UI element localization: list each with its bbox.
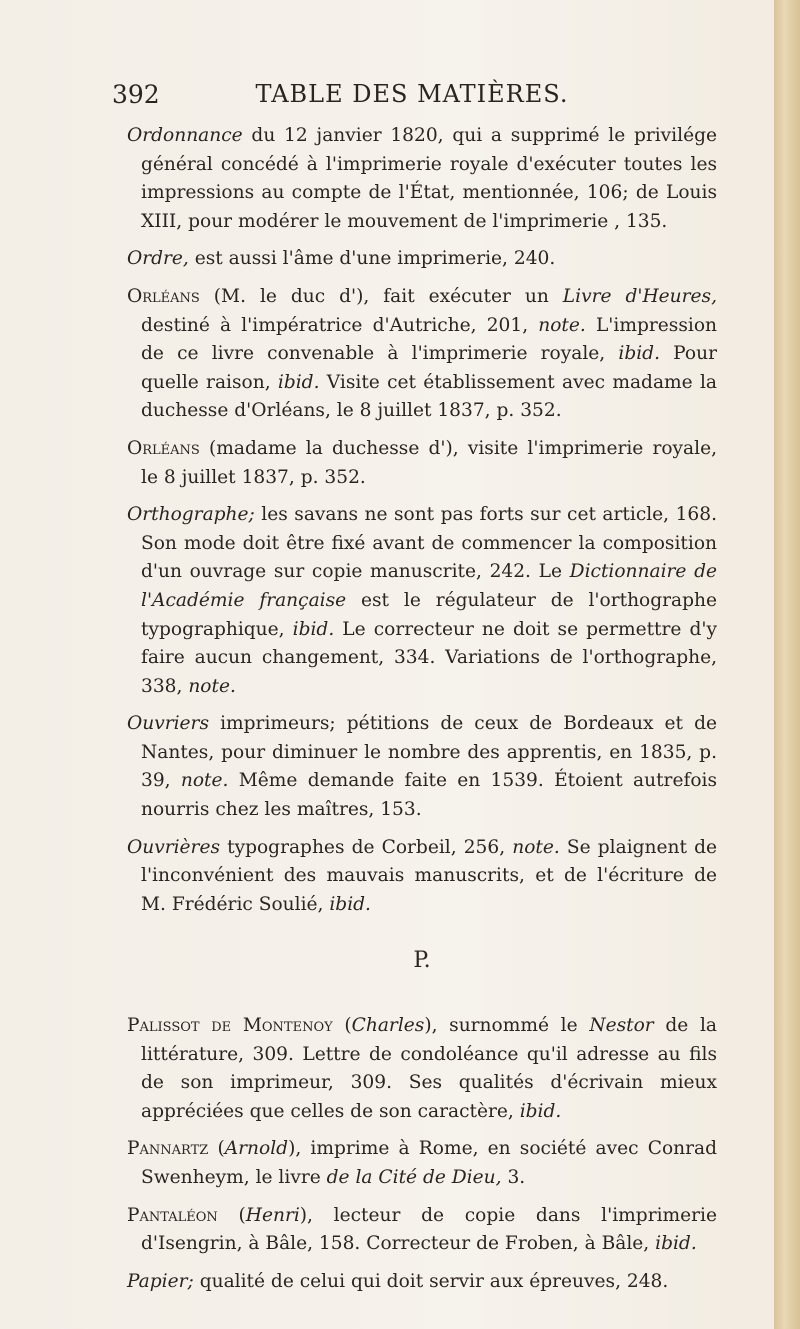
- entry-text: (M. le duc d'), fait exécuter un: [199, 285, 563, 307]
- index-entry: [127, 283, 717, 426]
- entry-head: Ordre,: [127, 248, 189, 270]
- entry-head: Orléans: [127, 285, 200, 307]
- index-entry: [127, 435, 717, 492]
- entry-text: de la littérature, 309. Lettre de condoléance qu'il adresse au fils de son imprimeur, 309. Ses qualités d'écrivain mieux appréciées que celles de son caractère,: [141, 1015, 717, 1122]
- index-entry: [127, 1012, 717, 1126]
- entry-head: Orthographe;: [127, 504, 255, 526]
- entry-italic: note.: [512, 836, 560, 858]
- entry-text: ), imprime à Rome, en société avec Conrad Swenheym, le livre: [141, 1138, 717, 1188]
- entry-text: Même demande faite en 1539. Étoient autrefois nourris chez les maîtres, 153.: [141, 770, 718, 821]
- index-entry: [127, 1202, 717, 1259]
- index-entry: [127, 245, 717, 274]
- entry-head: Ouvrières: [127, 836, 220, 858]
- entry-text: (: [217, 1204, 246, 1226]
- entry-italic: ibid.: [277, 371, 320, 393]
- entry-italic: Henri: [245, 1204, 300, 1226]
- entry-head: Pantaléon: [127, 1204, 218, 1226]
- entry-italic: Arnold: [224, 1138, 289, 1160]
- index-entry: [127, 1135, 717, 1192]
- index-entry: [127, 122, 717, 236]
- entry-text: typographes de Corbeil, 256,: [220, 836, 513, 858]
- entry-italic: Nestor: [589, 1015, 654, 1037]
- index-text: [127, 122, 717, 1305]
- entry-head: Palissot de Montenoy: [127, 1015, 333, 1037]
- entry-italic: Livre d'Heures,: [562, 285, 717, 307]
- entry-text: ), surnommé le: [424, 1015, 590, 1037]
- entry-text: (: [332, 1015, 352, 1037]
- entry-text: imprimeurs; pétitions de ceux de Bordeaux et de Nantes, pour diminuer le nombre des apprentis, en 1835, p. 39,: [141, 713, 717, 792]
- entry-head: Papier;: [127, 1270, 194, 1292]
- entry-italic: note.: [538, 314, 586, 336]
- index-entry: [127, 834, 717, 920]
- index-entry: [127, 501, 717, 701]
- entry-italic: ibid.: [329, 893, 371, 915]
- entry-italic: Charles: [351, 1015, 425, 1037]
- entry-italic: note.: [188, 675, 236, 697]
- entry-text: les savans ne sont pas forts sur cet article, 168. Son mode doit être fixé avant de commencer la composition d'un ouvrage sur copie manuscrite, 242. Le: [141, 504, 717, 583]
- entry-text: Pour quelle raison,: [141, 343, 717, 393]
- entry-head: Ordonnance: [127, 125, 243, 146]
- entry-text: Le correcteur ne doit se permettre d'y faire aucun changement, 334. Variations de l'orthographe, 338,: [141, 618, 717, 697]
- entry-text: du 12 janvier 1820, qui a supprimé le privilége général concédé à l'imprimerie royale d'exécuter toutes les impressions au compte de l'État, mentionnée, 106; de Louis XIII, pour modérer le mouvement de l'imprimerie , 135.: [141, 125, 717, 232]
- page-edge: [774, 0, 800, 1329]
- entry-italic: Dictionnaire de l'Académie française: [141, 561, 718, 611]
- entry-text: ), lecteur de copie dans l'imprimerie d'Isengrin, à Bâle, 158. Correcteur de Froben, à Bâle,: [141, 1204, 717, 1255]
- entry-italic: de la Cité de Dieu,: [326, 1167, 502, 1188]
- section-letter: P.: [413, 948, 431, 974]
- entry-text: est aussi l'âme d'une imprimerie, 240.: [188, 248, 556, 270]
- entry-text: destiné à l'impératrice d'Autriche, 201,: [141, 314, 539, 336]
- entry-italic: note.: [180, 770, 229, 792]
- entry-text: (: [208, 1138, 225, 1160]
- entry-head: Ouvriers: [127, 713, 209, 735]
- page-header: [112, 80, 712, 120]
- page-number: 392: [112, 80, 160, 109]
- entry-text: (madame la duchesse d'), visite l'imprimerie royale, le 8 juillet 1837, p. 352.: [141, 437, 717, 488]
- entry-text: L'impression de ce livre convenable à l'imprimerie royale,: [141, 314, 717, 365]
- entry-text: qualité de celui qui doit servir aux épreuves, 248.: [193, 1270, 669, 1292]
- entry-italic: ibid.: [292, 618, 335, 640]
- entry-text: Visite cet établissement avec madame la duchesse d'Orléans, le 8 juillet 1837, p. 352.: [141, 371, 717, 422]
- entry-text: 3.: [501, 1167, 526, 1188]
- running-title: TABLE DES MATIÈRES.: [255, 80, 569, 108]
- entry-italic: ibid.: [519, 1100, 562, 1122]
- entry-text: est le régulateur de l'orthographe typographique,: [141, 589, 717, 640]
- entry-italic: ibid.: [618, 343, 660, 365]
- index-entry: [127, 1268, 717, 1297]
- index-entry: [127, 710, 717, 824]
- entry-text: Se plaignent de l'inconvénient des mauvais manuscrits, et de l'écriture de M. Frédéric Soulié,: [141, 836, 717, 915]
- entry-head: Pannartz: [127, 1138, 209, 1160]
- entry-head: Orléans: [127, 437, 200, 459]
- entry-italic: ibid.: [655, 1233, 697, 1255]
